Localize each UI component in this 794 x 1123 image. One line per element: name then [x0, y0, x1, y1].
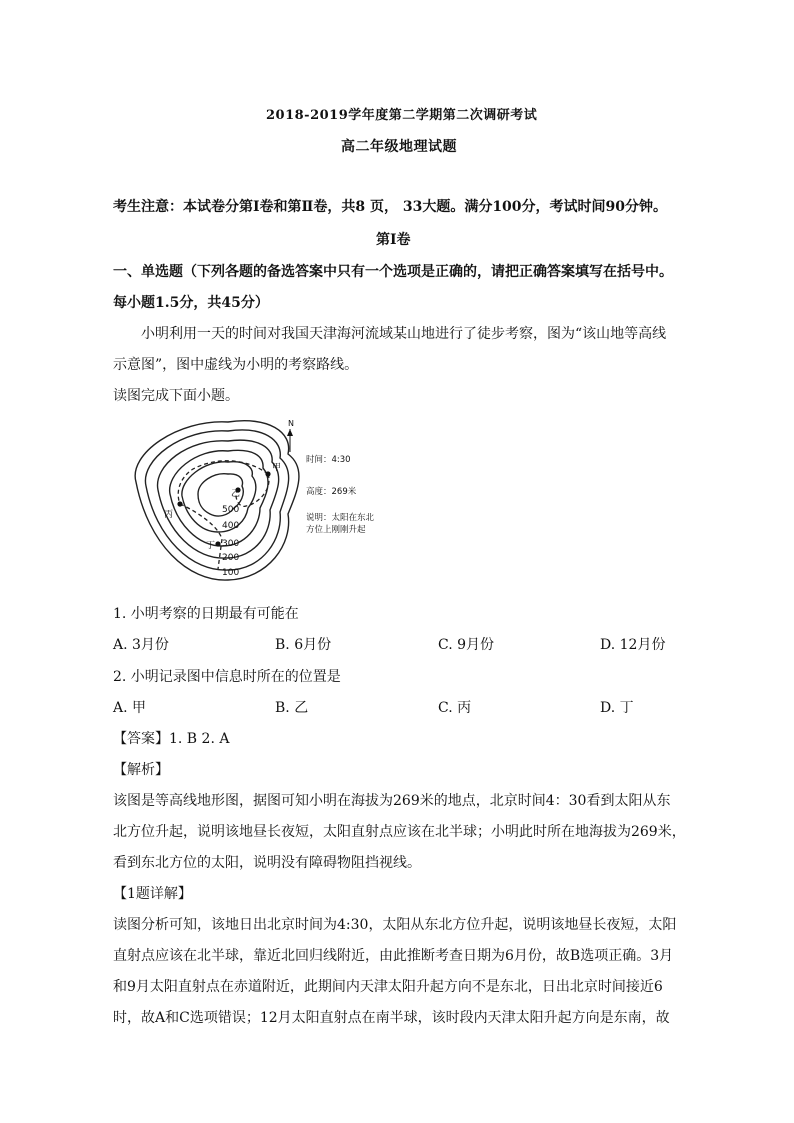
contour-label-400: 400 — [222, 521, 240, 531]
q1-option-c[interactable]: C. 9月份 — [438, 637, 495, 653]
q2-option-a[interactable]: A. 甲 — [113, 700, 147, 716]
q1-option-d[interactable]: D. 12月份 — [600, 637, 666, 653]
intro-line2: 示意图”，图中虚线为小明的考察路线。 — [113, 357, 359, 373]
section-heading-line2: 每小题1.5分，共45分） — [113, 295, 269, 311]
answer-line: 【答案】1. B 2. A — [113, 731, 230, 747]
q2-option-b[interactable]: B. 乙 — [275, 700, 309, 716]
detail-line-4: 时，故A和C选项错误；12月太阳直射点在南半球，该时段内天津太阳升起方向是东南，故 — [113, 1010, 670, 1026]
volume-heading: 第Ⅰ卷 — [376, 232, 411, 248]
info-height: 高度：269米 — [306, 487, 357, 497]
point-ding-dot — [215, 541, 220, 546]
label-jia: 甲 — [272, 463, 282, 473]
info-note-line1: 说明：太阳在东北 — [306, 513, 375, 523]
contour-line — [182, 462, 256, 532]
intro-line3: 读图完成下面小题。 — [113, 388, 239, 404]
analysis-line-1: 该图是等高线地形图，据图可知小明在海拔为269米的地点，北京时间4：30看到太阳从东 — [113, 793, 671, 809]
q1-option-b[interactable]: B. 6月份 — [275, 637, 332, 653]
question-2-stem: 2. 小明记录图中信息时所在的位置是 — [113, 669, 341, 685]
svg-text:N: N — [288, 419, 294, 428]
intro-line1: 小明利用一天的时间对我国天津海河流域某山地进行了徒步考察，图为“该山地等高线 — [141, 326, 667, 342]
detail-heading: 【1题详解】 — [113, 886, 192, 902]
q2-option-d[interactable]: D. 丁 — [600, 700, 634, 716]
analysis-heading: 【解析】 — [113, 762, 169, 778]
label-bing: 丙 — [164, 510, 174, 520]
notice: 考生注意：本试卷分第Ⅰ卷和第Ⅱ卷，共8 页， 33大题。满分100分，考试时间90分钟。 — [113, 199, 668, 215]
exam-title: 2018-2019学年度第二学期第二次调研考试 — [266, 108, 538, 123]
analysis-line-3: 看到东北方位的太阳，说明没有障碍物阻挡视线。 — [113, 855, 421, 871]
detail-line-1: 读图分析可知，该地日出北京时间为4:30，太阳从东北方位升起，说明该地昼长夜短，太阳 — [113, 917, 677, 933]
analysis-line-2: 北方位升起，说明该地昼长夜短，太阳直射点应该在北半球；小明此时所在地海拔为269米， — [113, 824, 686, 840]
detail-line-3: 和9月太阳直射点在赤道附近，此期间内天津太阳升起方向不是东北，日出北京时间接近6 — [113, 979, 663, 995]
contour-label-500: 500 — [222, 505, 240, 515]
info-note-line2: 方位上刚刚升起 — [306, 525, 366, 535]
contour-label-100: 100 — [222, 568, 240, 578]
info-time: 时间：4:30 — [306, 455, 351, 465]
label-yi: 乙 — [231, 489, 241, 499]
detail-line-2: 直射点应该在北半球，靠近北回归线附近，由此推断考查日期为6月份，故B选项正确。3月 — [113, 948, 674, 964]
point-jia-dot — [265, 471, 270, 476]
q1-option-a[interactable]: A. 3月份 — [113, 637, 169, 653]
question-1-stem: 1. 小明考察的日期最有可能在 — [113, 606, 299, 622]
point-bing-dot — [177, 501, 182, 506]
section-heading-line1: 一、单选题（下列各题的备选答案中只有一个选项是正确的，请把正确答案填写在括号中。 — [113, 264, 673, 280]
contour-label-200: 200 — [222, 553, 240, 563]
exam-subtitle: 高二年级地理试题 — [341, 139, 457, 155]
contour-map — [118, 414, 408, 584]
contour-label-300: 300 — [222, 539, 240, 549]
q2-option-c[interactable]: C. 丙 — [438, 700, 472, 716]
label-ding: 丁 — [206, 541, 216, 551]
